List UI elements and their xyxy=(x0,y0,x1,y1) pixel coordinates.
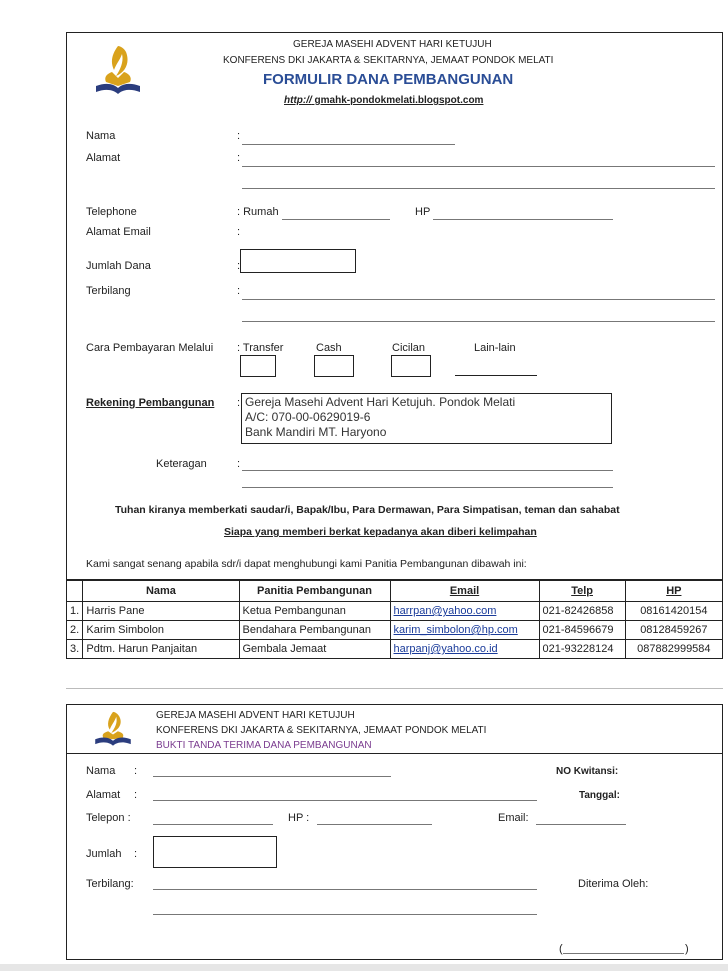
receipt-label-email: Email: xyxy=(498,812,529,824)
url-link[interactable]: gmahk-pondokmelati.blogspot.com xyxy=(311,95,484,106)
row-telp: 021-84596679 xyxy=(539,621,625,640)
row-nama: Pdtm. Harun Panjaitan xyxy=(83,640,239,659)
row-panitia: Ketua Pembangunan xyxy=(239,602,390,621)
receipt-label-jumlah: Jumlah xyxy=(86,848,122,860)
receipt-hp-field[interactable] xyxy=(317,824,432,825)
label-cicilan: Cicilan xyxy=(392,342,426,354)
receipt-title: BUKTI TANDA TERIMA DANA PEMBANGUNAN xyxy=(156,740,372,751)
row-hp: 08161420154 xyxy=(625,602,722,621)
verse-message: Siapa yang memberi berkat kepadanya akan diberi kelimpahan xyxy=(224,526,537,538)
receipt-header-divider xyxy=(66,753,723,754)
header-nama: Nama xyxy=(83,581,239,602)
table-header-row xyxy=(67,581,723,602)
colon: : xyxy=(134,765,138,777)
colon: : xyxy=(237,285,241,297)
label-hp: HP xyxy=(415,206,431,218)
label-rekening: Rekening Pembangunan xyxy=(86,397,215,409)
contacts-table xyxy=(66,580,723,659)
receipt-label-terbilang: Terbilang: xyxy=(86,878,134,890)
page-bottom-shade xyxy=(0,964,728,971)
row-email-link[interactable]: karim_simbolon@hp.com xyxy=(390,621,539,640)
signature-field[interactable] xyxy=(563,953,684,954)
terbilang-field-1[interactable] xyxy=(242,299,715,300)
colon: : xyxy=(237,226,241,238)
receipt-no-kwitansi: NO Kwitansi: xyxy=(556,766,619,777)
label-alamat-email: Alamat Email xyxy=(86,226,151,238)
colon: : xyxy=(237,152,241,164)
receipt-terbilang-field-2[interactable] xyxy=(153,914,537,915)
row-email-link[interactable]: harrpan@yahoo.com xyxy=(390,602,539,621)
url-prefix: http:// xyxy=(284,95,312,106)
table-row xyxy=(67,602,723,621)
colon: : xyxy=(134,789,138,801)
signature-open: ( xyxy=(559,943,563,955)
row-panitia: Bendahara Pembangunan xyxy=(239,621,390,640)
alamat-field-1[interactable] xyxy=(242,166,715,167)
rekening-line-2: A/C: 070-00-0629019-6 xyxy=(245,410,371,424)
cicilan-checkbox[interactable] xyxy=(391,355,431,377)
terbilang-field-2[interactable] xyxy=(242,321,715,322)
jumlah-dana-input[interactable] xyxy=(240,249,356,273)
receipt-telepon-field[interactable] xyxy=(153,824,273,825)
colon: : xyxy=(134,848,138,860)
receipt-alamat-field[interactable] xyxy=(153,800,537,801)
label-lain-lain: Lain-lain xyxy=(474,342,516,354)
label-cash: Cash xyxy=(316,342,342,354)
header-panitia: Panitia Pembangunan xyxy=(239,581,390,602)
header-url xyxy=(284,94,483,107)
nama-field[interactable] xyxy=(242,144,455,145)
header-conference: KONFERENS DKI JAKARTA & SEKITARNYA, JEMAAT PONDOK MELATI xyxy=(223,55,554,66)
blessing-message: Tuhan kiranya memberkati saudar/i, Bapak/Ibu, Para Dermawan, Para Simpatisan, teman dan sahabat xyxy=(115,504,620,516)
rumah-field[interactable] xyxy=(282,219,390,220)
receipt-email-field[interactable] xyxy=(536,824,626,825)
receipt-diterima-oleh: Diterima Oleh: xyxy=(578,878,649,890)
cash-checkbox[interactable] xyxy=(314,355,354,377)
rekening-line-1: Gereja Masehi Advent Hari Ketujuh. Pondok Melati xyxy=(245,395,516,409)
header-telp: Telp xyxy=(539,581,625,602)
row-nama: Karim Simbolon xyxy=(83,621,239,640)
transfer-checkbox[interactable] xyxy=(240,355,276,377)
church-logo-icon xyxy=(92,42,144,96)
row-panitia: Gembala Jemaat xyxy=(239,640,390,659)
label-keteragan: Keteragan xyxy=(156,458,207,470)
receipt-jumlah-input[interactable] xyxy=(153,836,277,868)
receipt-tanggal: Tanggal: xyxy=(579,790,620,801)
header-no xyxy=(67,581,83,602)
header-email: Email xyxy=(390,581,539,602)
form-frame xyxy=(66,32,723,580)
separator-line xyxy=(66,688,723,689)
label-rumah: : Rumah xyxy=(237,206,279,218)
label-alamat: Alamat xyxy=(86,152,121,164)
label-jumlah-dana: Jumlah Dana xyxy=(86,260,151,272)
table-row xyxy=(67,621,723,640)
colon: : xyxy=(237,260,241,272)
receipt-church-name: GEREJA MASEHI ADVENT HARI KETUJUH xyxy=(156,710,355,721)
keteragan-field-2[interactable] xyxy=(242,487,613,488)
label-cara-pembayaran: Cara Pembayaran Melalui xyxy=(86,342,214,354)
row-no: 3. xyxy=(67,640,83,659)
receipt-label-hp: HP : xyxy=(288,812,310,824)
rekening-line-3: Bank Mandiri MT. Haryono xyxy=(245,425,387,439)
row-no: 1. xyxy=(67,602,83,621)
colon: : xyxy=(237,397,241,409)
signature-close: ) xyxy=(685,943,689,955)
keteragan-field-1[interactable] xyxy=(242,470,613,471)
label-telephone: Telephone xyxy=(86,206,137,218)
receipt-terbilang-field-1[interactable] xyxy=(153,889,537,890)
row-email-link[interactable]: harpanj@yahoo.co.id xyxy=(390,640,539,659)
church-logo-icon xyxy=(92,710,134,746)
lain-lain-field[interactable] xyxy=(455,375,537,376)
header-title: FORMULIR DANA PEMBANGUNAN xyxy=(263,71,514,88)
header-hp: HP xyxy=(625,581,722,602)
receipt-nama-field[interactable] xyxy=(153,776,391,777)
receipt-label-telepon: Telepon : xyxy=(86,812,131,824)
header-church-name: GEREJA MASEHI ADVENT HARI KETUJUH xyxy=(293,39,492,50)
rekening-box xyxy=(241,393,612,444)
alamat-field-2[interactable] xyxy=(242,188,715,189)
row-telp: 021-82426858 xyxy=(539,602,625,621)
colon: : xyxy=(237,458,241,470)
receipt-conference: KONFERENS DKI JAKARTA & SEKITARNYA, JEMAAT PONDOK MELATI xyxy=(156,725,487,736)
table-row xyxy=(67,640,723,659)
receipt-label-alamat: Alamat xyxy=(86,789,121,801)
label-nama: Nama xyxy=(86,130,116,142)
row-telp: 021-93228124 xyxy=(539,640,625,659)
row-nama: Harris Pane xyxy=(83,602,239,621)
contact-intro: Kami sangat senang apabila sdr/i dapat menghubungi kami Panitia Pembangunan dibawah ini: xyxy=(86,558,527,570)
row-hp: 087882999584 xyxy=(625,640,722,659)
colon: : xyxy=(237,130,241,142)
row-no: 2. xyxy=(67,621,83,640)
hp-field[interactable] xyxy=(433,219,613,220)
label-transfer: : Transfer xyxy=(237,342,284,354)
row-hp: 08128459267 xyxy=(625,621,722,640)
label-terbilang: Terbilang xyxy=(86,285,131,297)
receipt-label-nama: Nama xyxy=(86,765,116,777)
